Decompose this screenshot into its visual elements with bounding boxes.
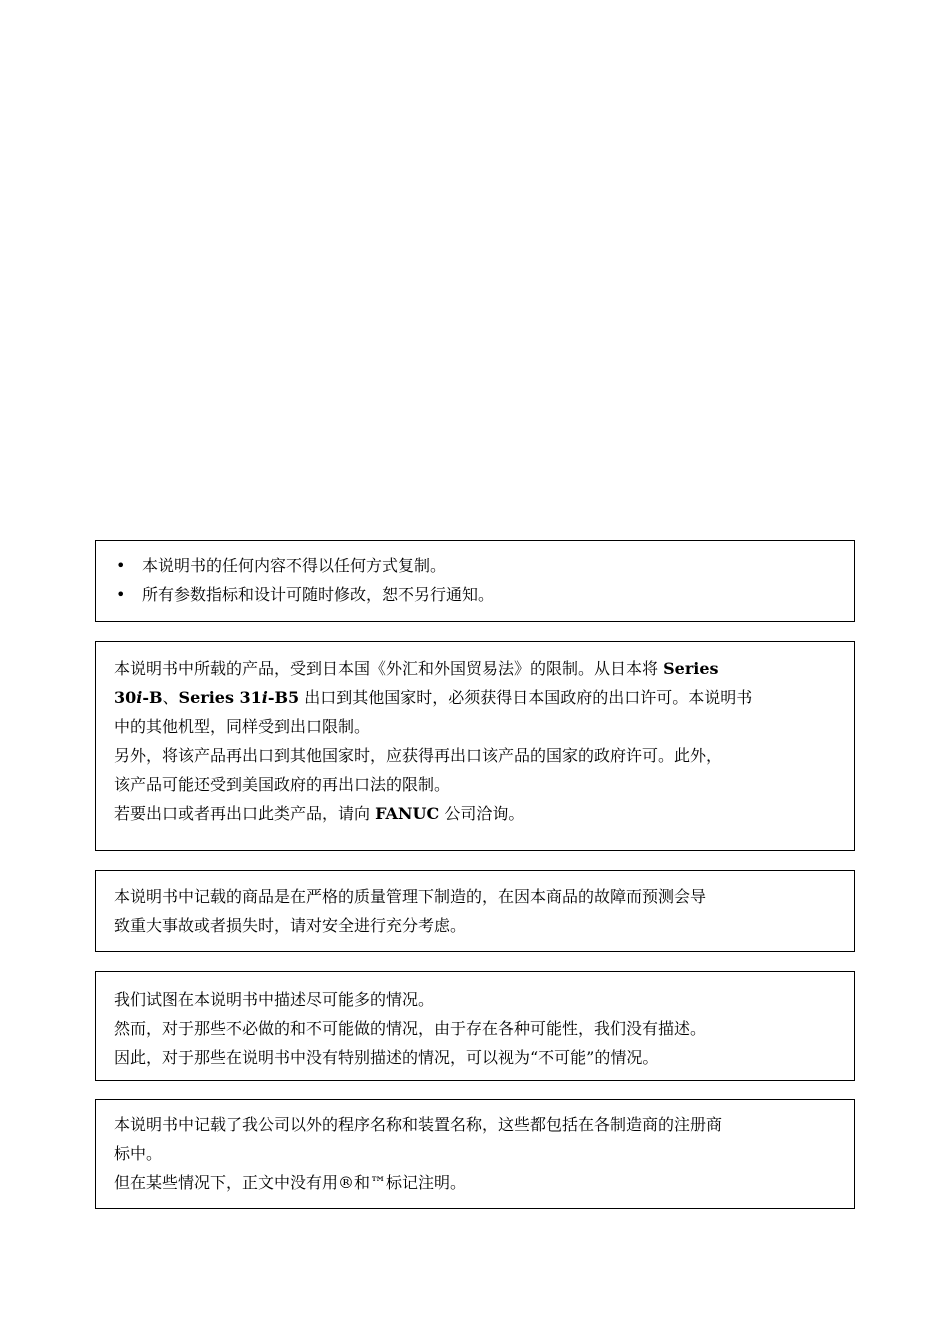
model-i-letter: i [136, 688, 143, 707]
export-line-4: 另外，将该产品再出口到其他国家时，应获得再出口该产品的国家的政府许可。此外， [114, 746, 723, 765]
model-suffix-b5: -B5 [267, 688, 300, 707]
safety-line-2: 致重大事故或者损失时，请对安全进行充分考虑。 [114, 916, 467, 935]
trademark-line-1: 本说明书中记载了我公司以外的程序名称和装置名称，这些都包括在各制造商的注册商 [114, 1115, 723, 1134]
copyright-item-text: 本说明书的任何内容不得以任何方式复制。 [142, 556, 447, 575]
copyright-item-1 [114, 551, 836, 580]
bullet-icon: • [116, 585, 126, 604]
export-notice-box [95, 641, 855, 851]
trademark-notice-box [95, 1099, 855, 1209]
brand-name: FANUC [375, 804, 440, 823]
separator: 、 [162, 688, 179, 707]
export-line-6-after: 公司洽询。 [439, 804, 525, 823]
export-line-1 [114, 654, 836, 683]
export-line-6-before: 若要出口或者再出口此类产品，请向 [114, 804, 376, 823]
safety-notice-box [95, 870, 855, 952]
export-line-6 [114, 799, 836, 828]
model-suffix-b: -B [142, 688, 163, 707]
copyright-item-text: 所有参数指标和设计可随时修改，恕不另行通知。 [142, 585, 495, 604]
trademark-line-2: 标中。 [114, 1144, 163, 1163]
copyright-notice-box [95, 540, 855, 622]
export-line-1-text: 本说明书中所载的产品，受到日本国《外汇和外国贸易法》的限制。从日本将 [114, 659, 664, 678]
possibility-line-1: 我们试图在本说明书中描述尽可能多的情况。 [114, 990, 435, 1009]
safety-line-1: 本说明书中记载的商品是在严格的质量管理下制造的，在因本商品的故障而预测会导 [114, 887, 707, 906]
copyright-item-2 [114, 580, 836, 609]
possibility-notice-box [95, 971, 855, 1081]
export-line-5: 该产品可能还受到美国政府的再出口法的限制。 [114, 775, 451, 794]
series-label: Series [663, 659, 719, 678]
trademark-line-3: 但在某些情况下，正文中没有用®和™标记注明。 [114, 1173, 467, 1192]
model-number-30: 30 [114, 688, 137, 707]
bullet-icon: • [116, 556, 126, 575]
possibility-line-3: 因此，对于那些在说明书中没有特别描述的情况，可以视为“不可能”的情况。 [114, 1048, 659, 1067]
export-line-2 [114, 683, 836, 712]
possibility-line-2: 然而，对于那些不必做的和不可能做的情况，由于存在各种可能性，我们没有描述。 [114, 1019, 707, 1038]
export-line-2-text: 出口到其他国家时，必须获得日本国政府的出口许可。本说明书 [299, 688, 753, 707]
export-line-3: 中的其他机型，同样受到出口限制。 [114, 717, 371, 736]
model-i-letter: i [261, 688, 268, 707]
series-31-label: Series 31 [178, 688, 262, 707]
